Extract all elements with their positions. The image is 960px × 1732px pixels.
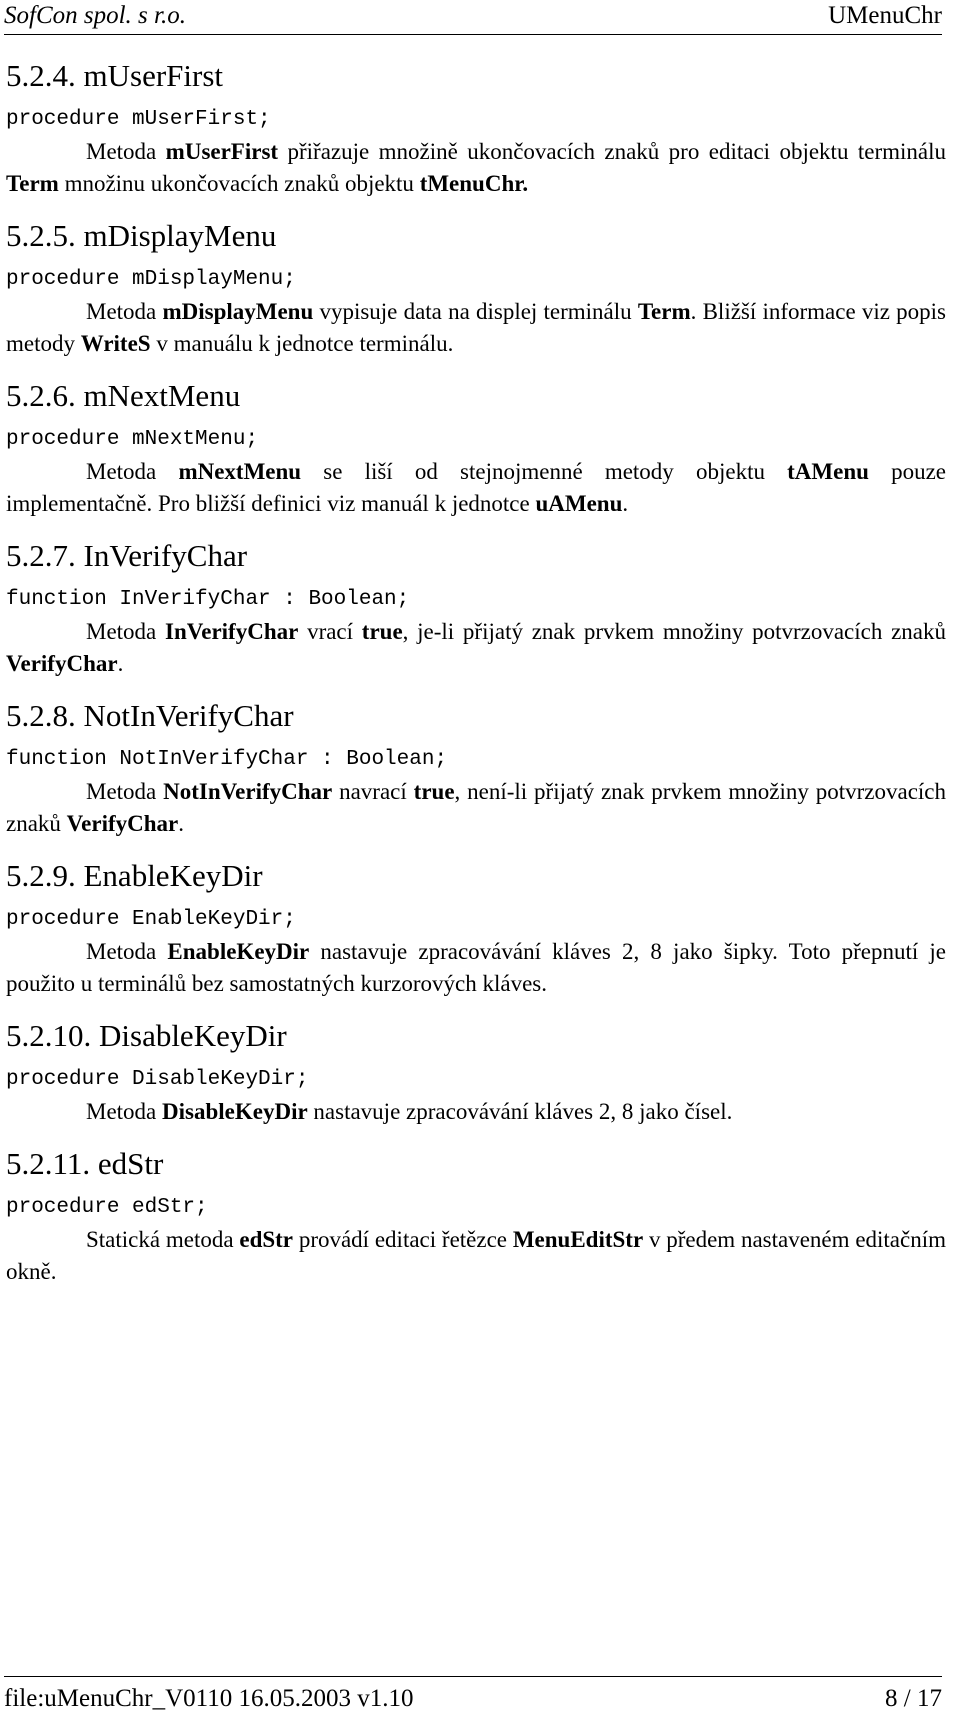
bold-term: MenuEditStr	[512, 1227, 644, 1252]
text-run: , není-li přijatý znak prvkem množiny potvrzovacích znaků	[6, 779, 947, 836]
text-run: Statická metoda	[86, 1227, 240, 1252]
text-run: pouze implementačně. Pro bližší definici viz manuál k jednotce	[6, 459, 947, 516]
section-heading: 5.2.10. DisableKeyDir	[6, 1018, 287, 1053]
method-signature: procedure DisableKeyDir;	[6, 1068, 309, 1091]
bold-term: NotInVerifyChar	[163, 779, 333, 804]
text-run: .	[622, 491, 629, 516]
section-heading: 5.2.6. mNextMenu	[6, 378, 241, 413]
bold-term: tMenuChr.	[419, 171, 529, 196]
text-run: Metoda	[86, 619, 165, 644]
text-run: Metoda	[86, 779, 164, 804]
method-section	[6, 216, 946, 360]
text-run: navrací	[332, 779, 414, 804]
method-signature: procedure EnableKeyDir;	[6, 908, 296, 931]
text-run: provádí editaci řetězce	[293, 1227, 513, 1252]
bold-term: uAMenu	[535, 491, 623, 516]
text-run: nastavuje zpracovávání kláves 2, 8 jako šipky. Toto přepnutí je použito u terminálů bez samostatných kurzorových kláves.	[6, 939, 946, 996]
bold-term: DisableKeyDir	[162, 1099, 308, 1124]
method-signature: procedure edStr;	[6, 1196, 208, 1219]
section-heading: 5.2.5. mDisplayMenu	[6, 218, 277, 253]
method-section	[6, 1144, 946, 1288]
bold-term: mUserFirst	[165, 139, 279, 164]
text-run: , je-li přijatý znak prvkem množiny potvrzovacích znaků	[402, 619, 946, 644]
method-description	[6, 1224, 946, 1288]
text-run: Metoda	[86, 299, 163, 324]
bold-term: mNextMenu	[178, 459, 302, 484]
page-footer	[4, 1676, 942, 1721]
bold-term: tAMenu	[787, 459, 869, 484]
text-run: množinu ukončovacích znaků objektu	[58, 171, 420, 196]
method-section	[6, 696, 946, 840]
file-info: file:uMenuChr_V0110 16.05.2003 v1.10	[4, 1685, 414, 1712]
document-name: UMenuChr	[828, 2, 942, 29]
method-description	[6, 296, 946, 360]
bold-term: Term	[637, 299, 691, 324]
section-heading: 5.2.4. mUserFirst	[6, 58, 223, 93]
method-description	[6, 136, 946, 200]
section-heading: 5.2.7. InVerifyChar	[6, 538, 248, 573]
bold-term: edStr	[239, 1227, 294, 1252]
method-signature: function InVerifyChar : Boolean;	[6, 588, 410, 611]
bold-term: true	[413, 779, 455, 804]
text-run: přiřazuje množině ukončovacích znaků pro editaci objektu terminálu	[278, 139, 946, 164]
text-run: se liší od stejnojmenné metody objektu	[301, 459, 788, 484]
text-run: .	[178, 811, 184, 836]
method-description	[6, 936, 946, 1000]
text-run: v manuálu k jednotce terminálu.	[150, 331, 454, 356]
document-body	[6, 56, 946, 1304]
method-signature: procedure mDisplayMenu;	[6, 268, 296, 291]
page-header	[4, 0, 942, 35]
section-heading: 5.2.8. NotInVerifyChar	[6, 698, 294, 733]
text-run: Metoda	[86, 139, 166, 164]
method-signature: procedure mUserFirst;	[6, 108, 271, 131]
method-section	[6, 856, 946, 1000]
text-run: v předem nastaveném editačním okně.	[6, 1227, 946, 1284]
text-run: Metoda	[86, 1099, 163, 1124]
text-run: Metoda	[86, 939, 168, 964]
bold-term: Term	[6, 171, 59, 196]
method-section	[6, 536, 946, 680]
method-description	[6, 1096, 946, 1128]
bold-term: VerifyChar	[66, 811, 179, 836]
bold-term: VerifyChar	[6, 651, 118, 676]
method-section	[6, 1016, 946, 1128]
text-run: vypisuje data na displej terminálu	[313, 299, 638, 324]
text-run: Metoda	[86, 459, 179, 484]
section-heading: 5.2.11. edStr	[6, 1146, 164, 1181]
bold-term: EnableKeyDir	[167, 939, 310, 964]
text-run: . Bližší informace viz popis metody	[6, 299, 946, 356]
method-signature: function NotInVerifyChar : Boolean;	[6, 748, 448, 771]
method-description	[6, 616, 946, 680]
bold-term: true	[361, 619, 403, 644]
method-description	[6, 776, 946, 840]
method-section	[6, 376, 946, 520]
bold-term: WriteS	[80, 331, 151, 356]
text-run: .	[117, 651, 124, 676]
page-number: 8 / 17	[885, 1685, 942, 1712]
section-heading: 5.2.9. EnableKeyDir	[6, 858, 263, 893]
text-run: vrací	[298, 619, 362, 644]
method-section	[6, 56, 946, 200]
bold-term: InVerifyChar	[165, 619, 299, 644]
method-description	[6, 456, 946, 520]
bold-term: mDisplayMenu	[162, 299, 314, 324]
company-name: SofCon spol. s r.o.	[4, 2, 186, 29]
method-signature: procedure mNextMenu;	[6, 428, 259, 451]
text-run: nastavuje zpracovávání kláves 2, 8 jako čísel.	[307, 1099, 733, 1124]
